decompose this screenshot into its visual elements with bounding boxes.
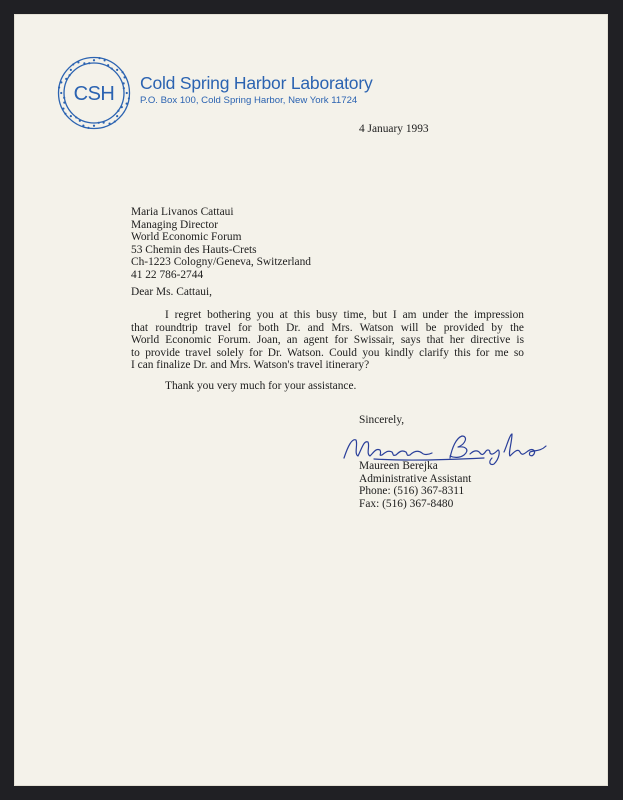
csh-logo-icon (55, 54, 133, 132)
logo-helix-bead (60, 81, 62, 83)
logo-helix-bead (116, 69, 118, 71)
logo-helix-bead (103, 122, 105, 124)
logo-helix-bead (77, 61, 79, 63)
logo-helix-bead (63, 102, 65, 104)
body-line: I can finalize Dr. and Mrs. Watson's travel itinerary? (131, 359, 370, 372)
body-line: to provide travel solely for Dr. Watson. Could you kindly clarify this for me so (131, 346, 524, 359)
logo-helix-bead (126, 92, 128, 94)
body-line: World Economic Forum. Joan, an agent for Swissair, says that her directive is (131, 334, 524, 347)
logo-helix-bead (87, 127, 89, 129)
logo-helix-bead (70, 115, 72, 117)
logo-helix-bead (126, 103, 128, 105)
recipient-line: Maria Livanos Cattaui (131, 206, 234, 218)
logo-helix-bead (104, 59, 106, 61)
logo-helix-bead (123, 87, 125, 89)
logo-helix-bead (83, 62, 85, 64)
logo-helix-bead (58, 86, 60, 88)
logo-text: CSH (73, 83, 115, 105)
logo-helix-bead (64, 113, 66, 115)
logo-helix-bead (72, 63, 74, 65)
logo-helix-bead (98, 122, 100, 124)
signer-fax: Fax: (516) 367-8480 (359, 497, 454, 510)
logo-helix-bead (111, 67, 113, 69)
logo-helix-bead (117, 110, 119, 112)
logo-helix-bead (82, 125, 84, 127)
closing: Sincerely, (359, 414, 405, 426)
recipient-line: 53 Chemin des Hauts-Crets (131, 243, 257, 256)
logo-helix-bead (93, 125, 95, 127)
logo-helix-bead (79, 120, 81, 122)
logo-helix-bead (128, 97, 130, 99)
logo-helix-bead (93, 59, 95, 61)
salutation: Dear Ms. Cattaui, (131, 286, 212, 298)
logo-helix-bead (121, 71, 123, 73)
thanks-line: Thank you very much for your assistance. (165, 380, 357, 392)
signer-name: Maureen Berejka (359, 460, 438, 472)
signer-block (359, 460, 471, 510)
logo-helix-bead (123, 76, 125, 78)
logo-helix-bead (63, 97, 65, 99)
logo-helix-bead (88, 62, 90, 64)
logo-helix-bead (68, 74, 70, 76)
organization-name: Cold Spring Harbor Laboratory (140, 73, 373, 93)
recipient-line: 41 22 786-2744 (131, 268, 204, 281)
signer-phone: Phone: (516) 367-8311 (359, 485, 465, 498)
recipient-line: Ch-1223 Cologny/Geneva, Switzerland (131, 256, 312, 269)
logo-helix-bead (65, 78, 67, 80)
logo-helix-bead (114, 120, 116, 122)
body-paragraph (131, 309, 524, 372)
logo-helix-bead (75, 116, 77, 118)
recipient-line: Managing Director (131, 218, 218, 231)
logo-helix-bead (98, 57, 100, 59)
logo-helix-bead (116, 115, 118, 117)
logo-helix-bead (62, 107, 64, 109)
body-line: that roundtrip travel for both Dr. and Mrs. Watson will be provided by the (131, 321, 524, 334)
recipient-line: World Economic Forum (131, 231, 242, 244)
logo-helix-bead (70, 69, 72, 71)
logo-helix-bead (107, 64, 109, 66)
letter-date: 4 January 1993 (359, 123, 429, 135)
recipient-address-block (131, 206, 311, 282)
logo-helix-bead (123, 82, 125, 84)
logo-helix-bead (60, 92, 62, 94)
signer-title: Administrative Assistant (359, 472, 472, 485)
logo-helix-bead (108, 122, 110, 124)
logo-helix-bead (121, 106, 123, 108)
body-line: I regret bothering you at this busy time, but I am under the impression (165, 309, 524, 321)
letter-page (14, 14, 608, 786)
organization-address: P.O. Box 100, Cold Spring Harbor, New York 11724 (140, 95, 358, 106)
